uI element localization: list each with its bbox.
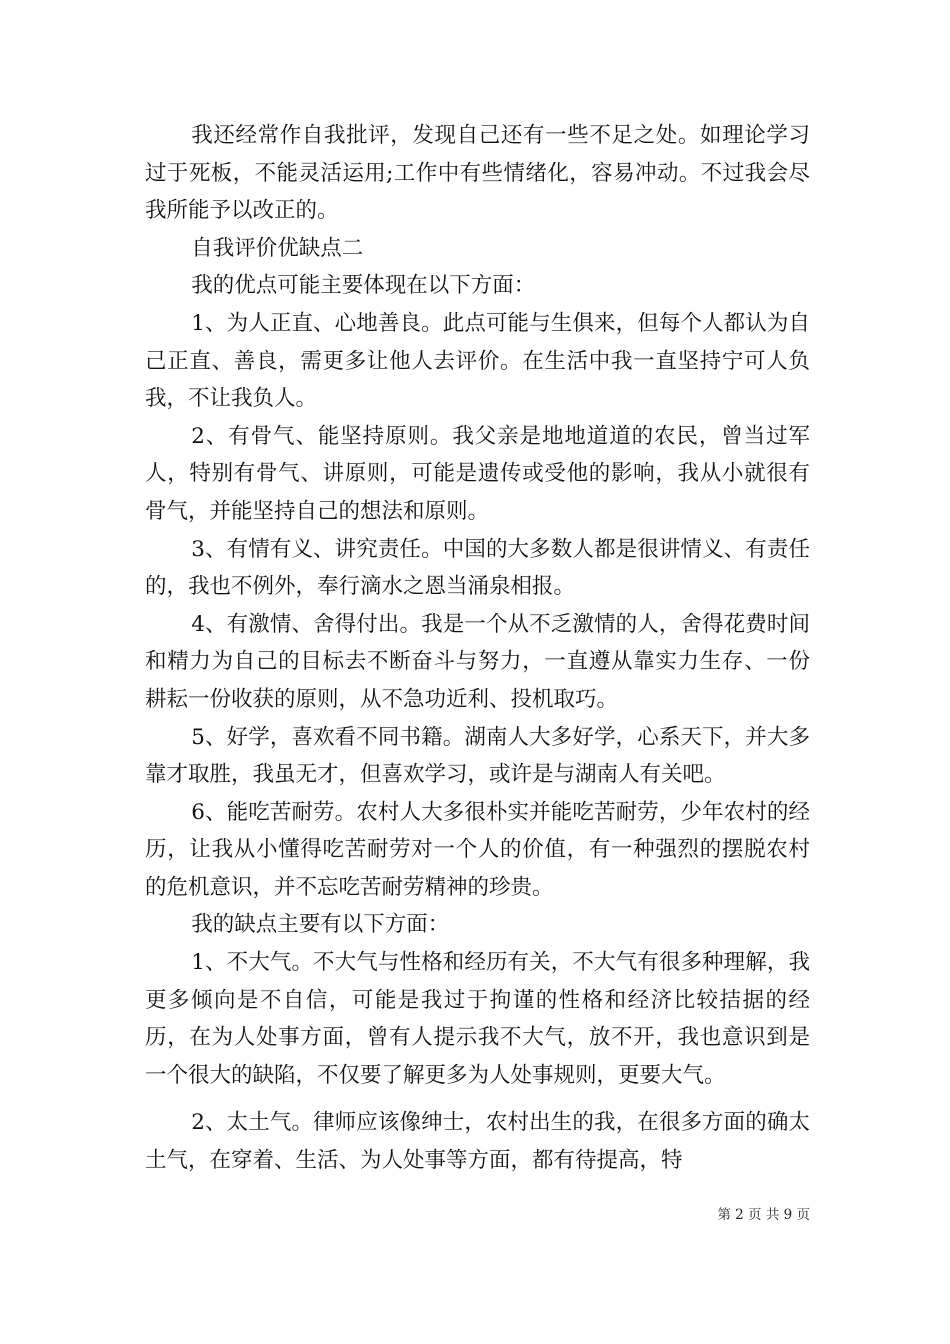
paragraph-self-criticism: 我还经常作自我批评，发现自己还有一些不足之处。如理论学习过于死板，不能灵活运用;工作中有些情绪化，容易冲动。不过我会尽我所能予以改正的。 xyxy=(145,123,810,224)
strength-item-1: 1、为人正直、心地善良。此点可能与生俱来，但每个人都认为自己正直、善良，需更多让他人去评价。在生活中我一直坚持宁可人负我，不让我负人。 xyxy=(145,310,810,412)
strength-item-3: 3、有情有义、讲究责任。中国的大多数人都是很讲情义、有责任的，我也不例外，奉行滴水之恩当涌泉相报。 xyxy=(145,536,810,600)
strength-item-6: 6、能吃苦耐劳。农村人大多很朴实并能吃苦耐劳，少年农村的经历，让我从小懂得吃苦耐劳对一个人的价值，有一种强烈的摆脱农村的危机意识，并不忘吃苦耐劳精神的珍贵。 xyxy=(145,799,810,900)
weakness-item-2: 2、太土气。律师应该像绅士，农村出生的我，在很多方面的确太土气，在穿着、生活、为人处事等方面，都有待提高，特 xyxy=(145,1110,810,1174)
strengths-intro: 我的优点可能主要体现在以下方面： xyxy=(191,273,536,299)
document-body xyxy=(145,117,810,1180)
strength-item-4: 4、有激情、舍得付出。我是一个从不乏激情的人，舍得花费时间和精力为自己的目标去不断奋斗与努力，一直遵从靠实力生存、一份耕耘一份收获的原则，从不急功近利、投机取巧。 xyxy=(145,611,810,712)
section-heading: 自我评价优缺点二 xyxy=(191,235,364,261)
weakness-item-1: 1、不大气。不大气与性格和经历有关，不大气有很多种理解，我更多倾向是不自信，可能是我过于拘谨的性格和经济比较拮据的经历，在为人处事方面，曾有人提示我不大气，放不开，我也意识到是一个很大的缺陷，不仅要了解更多为人处事规则，更要大气。 xyxy=(145,950,810,1088)
page-number-footer: 第 2 页 共 9 页 xyxy=(717,1207,810,1223)
strength-item-5: 5、好学，喜欢看不同书籍。湖南人大多好学，心系天下，并大多靠才取胜，我虽无才，但喜欢学习，或许是与湖南人有关吧。 xyxy=(145,724,810,788)
weaknesses-intro: 我的缺点主要有以下方面： xyxy=(191,912,450,938)
strength-item-2: 2、有骨气、能坚持原则。我父亲是地地道道的农民，曾当过军人，特别有骨气、讲原则，可能是遗传或受他的影响，我从小就很有骨气，并能坚持自己的想法和原则。 xyxy=(145,423,810,524)
